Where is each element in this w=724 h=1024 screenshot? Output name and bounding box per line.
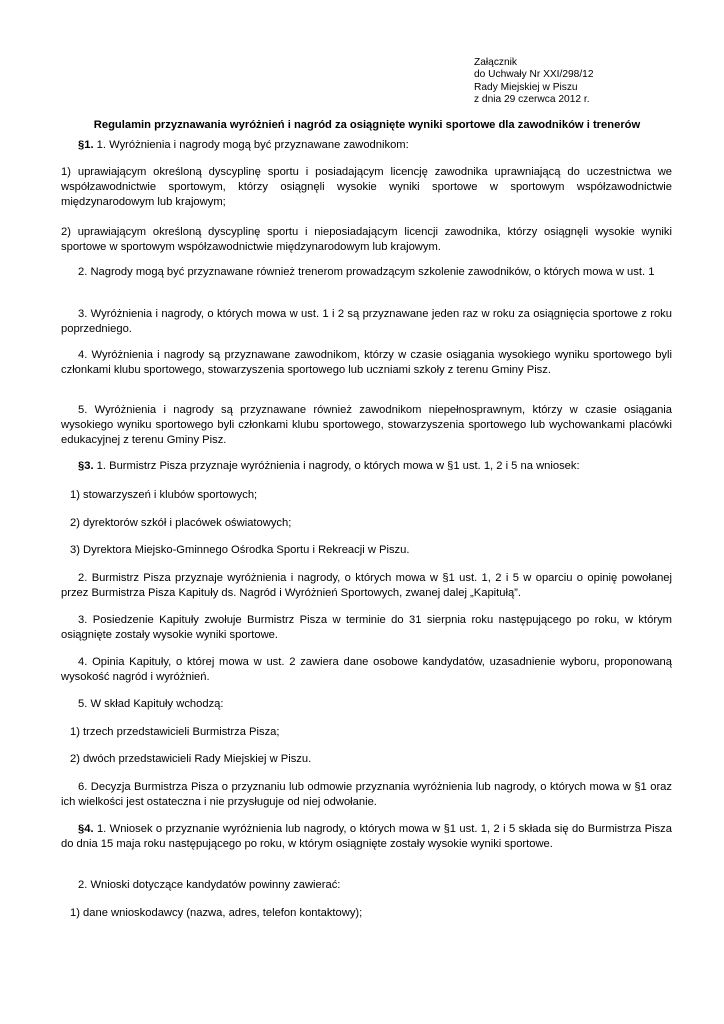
paragraph (61, 613, 672, 643)
paragraph (61, 348, 672, 378)
paragraph-text: 1) stowarzyszeń i klubów sportowych; (70, 489, 258, 501)
paragraph-text: 5. Wyróżnienia i nagrody są przyznawane również zawodnikom niepełnosprawnym, którzy w czasie osiągania wysokiego wyniku sportowego byli członkami klubu sportowego, stowarzyszenia sportowego lub wychowankami placówki edukacyjnej z terenu Gminy Pisz. (61, 404, 672, 446)
paragraph (61, 655, 672, 685)
paragraph (61, 725, 672, 740)
document-title: Regulamin przyznawania wyróżnień i nagród za osiągnięte wyniki sportowe dla zawodników i trenerów (93, 119, 641, 131)
attachment-line: Załącznik (474, 57, 518, 68)
paragraph (61, 307, 672, 337)
section-marker: §3. (78, 460, 94, 472)
paragraph-text: 6. Decyzja Burmistrza Pisza o przyznaniu lub odmowie przyznania wyróżnienia lub nagrody, o których mowa w §1 oraz ich wielkości jest ostateczna i nie przysługuje od niej odwołanie. (61, 781, 672, 808)
paragraph-text: 2) dyrektorów szkół i placówek oświatowych; (70, 517, 292, 529)
paragraph-text: 1. Burmistrz Pisza przyznaje wyróżnienia i nagrody, o których mowa w §1 ust. 1, 2 i 5 na wniosek: (93, 460, 580, 472)
paragraph-text: 2) dwóch przedstawicieli Rady Miejskiej w Piszu. (70, 753, 312, 765)
paragraph-text: 3. Wyróżnienia i nagrody, o których mowa w ust. 1 i 2 są przyznawane jeden raz w roku za osiągnięcia sportowe z roku poprzedniego. (61, 308, 672, 335)
paragraph-text: 1. Wniosek o przyznanie wyróżnienia lub nagrody, o których mowa w §1 ust. 1, 2 i 5 składa się do Burmistrza Pisza do dnia 15 maja roku następującego po roku, w którym osiągnięte zostały wysokie wyniki sportowe. (61, 823, 672, 850)
paragraph (61, 138, 672, 153)
paragraph (61, 265, 672, 280)
paragraph (61, 488, 672, 503)
paragraph (61, 697, 672, 712)
paragraph-text: 1) uprawiającym określoną dyscyplinę sportu i posiadającym licencję zawodnika uprawniającą do uczestnictwa we współzawodnictwie sportowym, którzy osiągnęli wysokie wyniki sportowe w sportowym współzawodnictwie międzynarodowym lub krajowym; (61, 166, 672, 208)
paragraph-text: 2) uprawiającym określoną dyscyplinę sportu i nieposiadającym licencji zawodnika, którzy osiągnęli wysokie wyniki sportowe w sportowym współzawodnictwie międzynarodowym lub krajowym. (61, 226, 672, 253)
paragraph (61, 878, 672, 893)
paragraph-text: 2. Burmistrz Pisza przyznaje wyróżnienia i nagrody, o których mowa w §1 ust. 1, 2 i 5 w oparciu o opinię powołanej przez Burmistrza Pisza Kapituły ds. Nagród i Wyróżnień Sportowych, zwanej dalej „Kapitułą”. (61, 572, 672, 599)
paragraph-text: 4. Wyróżnienia i nagrody są przyznawane zawodnikom, którzy w czasie osiągania wysokiego wyniku sportowego byli członkami klubu sportowego, stowarzyszenia sportowego lub uczniami szkoły z terenu Gminy Pisz. (61, 349, 672, 376)
paragraph-text: 3) Dyrektora Miejsko-Gminnego Ośrodka Sportu i Rekreacji w Piszu. (70, 544, 410, 556)
paragraph (61, 516, 672, 531)
paragraph (61, 780, 672, 810)
attachment-line: z dnia 29 czerwca 2012 r. (474, 94, 590, 106)
paragraph (61, 543, 672, 558)
paragraph-text: 5. W skład Kapituły wchodzą: (78, 698, 224, 710)
paragraph-text: 2. Nagrody mogą być przyznawane również trenerom prowadzącym szkolenie zawodników, o których mowa w ust. 1 (78, 266, 655, 278)
paragraph-text: 4. Opinia Kapituły, o której mowa w ust. 2 zawiera dane osobowe kandydatów, uzasadnienie wyboru, proponowaną wysokość nagród i wyróżnień. (61, 656, 672, 683)
paragraph-text: 3. Posiedzenie Kapituły zwołuje Burmistrz Pisza w terminie do 31 sierpnia roku następującego po roku, w którym osiągnięte zostały wysokie wyniki sportowe. (61, 614, 672, 641)
section-marker: §4. (78, 823, 94, 835)
paragraph-text: 1. Wyróżnienia i nagrody mogą być przyznawane zawodnikom: (93, 139, 409, 151)
attachment-line: do Uchwały Nr XXI/298/12 (474, 69, 594, 81)
paragraph (61, 459, 672, 474)
paragraph (61, 165, 672, 210)
paragraph (61, 571, 672, 601)
attachment-line: Rady Miejskiej w Piszu (474, 81, 578, 93)
attachment-header (474, 57, 674, 107)
paragraph (61, 225, 672, 255)
paragraph-text: 1) dane wnioskodawcy (nazwa, adres, telefon kontaktowy); (70, 907, 363, 919)
paragraph (61, 752, 672, 767)
section-marker: §1. (78, 139, 94, 151)
paragraph-text: 1) trzech przedstawicieli Burmistrza Pisza; (70, 726, 280, 738)
paragraph (61, 906, 672, 921)
paragraph-text: 2. Wnioski dotyczące kandydatów powinny zawierać: (78, 879, 341, 891)
paragraph (61, 403, 672, 448)
paragraph (61, 822, 672, 852)
